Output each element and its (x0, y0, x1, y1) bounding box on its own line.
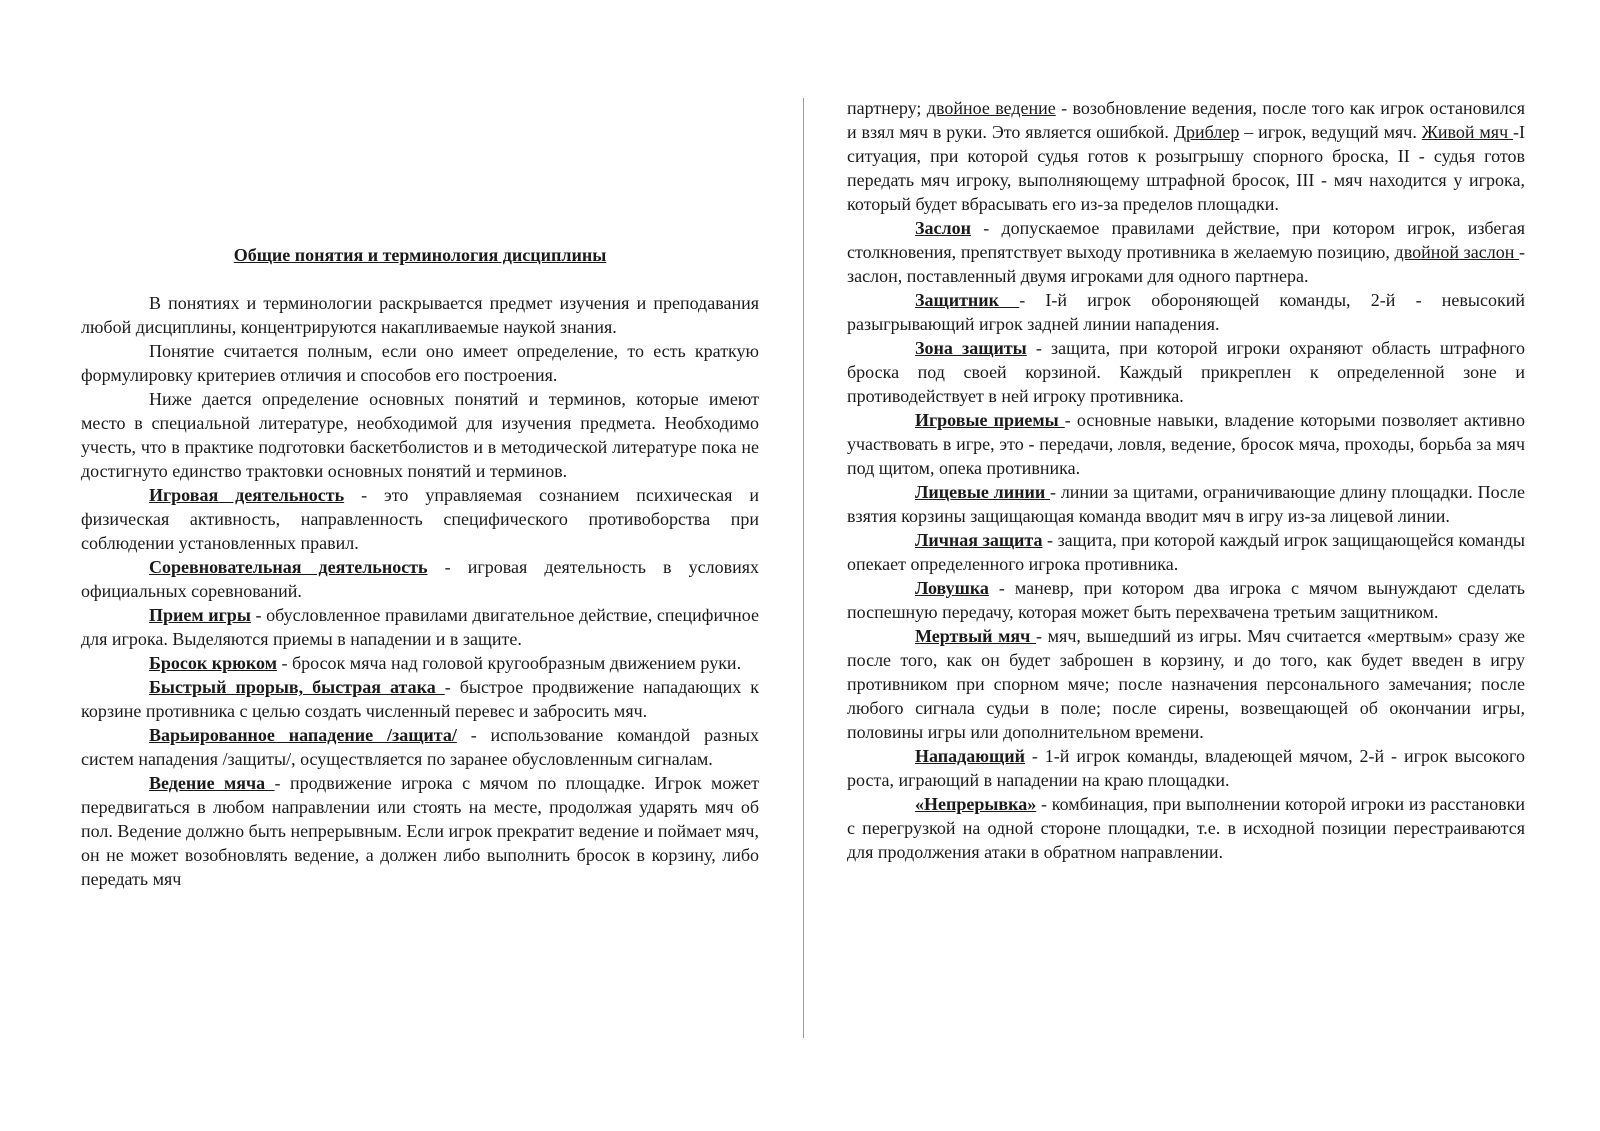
term-definition: - основные навыки, владение которыми позволяет активно участвовать в игре, это - передачи, ловля, ведение, бросок мяча, проходы, борьба за мяч под щитом, опека противника. (847, 410, 1525, 478)
term-entry (847, 336, 1525, 408)
term-heading: Зона защиты (915, 338, 1027, 358)
text-run: - возобновление ведения, после того как игрок остановился и взял мяч в руки. Это является ошибкой. (847, 98, 1525, 142)
term-definition: - защита, при которой каждый игрок защищающейся команды опекает определенного игрока противника. (847, 530, 1525, 574)
term-definition: - комбинация, при выполнении которой игроки из расстановки с перегрузкой на одной стороне площадки, т.е. в исходной позиции перестраиваются для продолжения атаки в обратном направлении. (847, 794, 1525, 862)
term-heading: Ведение мяча (149, 773, 275, 793)
term-heading: Живой мяч (1421, 122, 1514, 142)
term-heading: Личная защита (915, 530, 1043, 550)
term-definition: - I-й игрок обороняющей команды, 2-й - невысокий разыгрывающий игрок задней линии нападения. (847, 290, 1525, 334)
term-definition: - обусловленное правилами двигательное действие, специфичное для игрока. Выделяются приемы в нападении и в защите. (81, 605, 759, 649)
term-entry (81, 483, 759, 555)
term-heading: Заслон (915, 218, 971, 238)
term-entry (847, 480, 1525, 528)
term-definition: - мяч, вышедший из игры. Мяч считается «мертвым» сразу же после того, как он будет заброшен в корзину, и до того, как будет введен в игру противником при спорном мяче; после назначения персонального замечания; после любого сигнала судьи в поле; после сирены, возвещающей об окончании игры, половины игры или дополнительном времени. (847, 626, 1525, 742)
term-entry (81, 555, 759, 603)
left-text-block (81, 291, 759, 891)
term-entry (847, 792, 1525, 864)
continuation-paragraph (847, 96, 1525, 216)
term-heading: Нападающий (915, 746, 1025, 766)
term-heading: Мертвый мяч (915, 626, 1036, 646)
term-definition: - маневр, при котором два игрока с мячом вынуждают сделать поспешную передачу, которая может быть перехвачена третьим защитником. (847, 578, 1525, 622)
term-entry (847, 216, 1525, 288)
document-title: Общие понятия и терминология дисциплины (233, 245, 607, 265)
term-definition: - игровая деятельность в условиях официальных соревнований. (81, 557, 759, 601)
term-definition: - быстрое продвижение нападающих к корзине противника с целью создать численный перевес и забросить мяч. (81, 677, 759, 721)
text-run: партнеру; (847, 98, 927, 118)
text-run: – игрок, ведущий мяч. (1239, 122, 1422, 142)
term-entry (847, 528, 1525, 576)
term-entry (847, 744, 1525, 792)
text-run: -I ситуация, при которой судья готов к розыгрышу спорного броска, II - судья готов передать мяч игроку, выполняющему штрафной бросок, III - мяч находится у игрока, который будет вбрасывать его из-за пределов площадки. (847, 122, 1526, 214)
term-heading: Варьированное нападение /защита/ (149, 725, 457, 745)
term-entry (81, 723, 759, 771)
term-heading: двойной заслон (1394, 242, 1520, 262)
term-heading: Быстрый прорыв, быстрая атака (149, 677, 445, 697)
term-heading: Бросок крюком (149, 653, 277, 673)
term-entry (81, 771, 759, 891)
intro-paragraph: В понятиях и терминологии раскрывается предмет изучения и преподавания любой дисциплины, концентрируются накапливаемые наукой знания. (81, 293, 759, 337)
term-heading: Игровые приемы (915, 410, 1065, 430)
term-heading: Игровая деятельность (149, 485, 345, 505)
term-definition: - бросок мяча над головой кругообразным движением руки. (276, 653, 742, 673)
intro-paragraph: Ниже дается определение основных понятий и терминов, которые имеют место в специальной литературе, необходимой для изучения предмета. Необходимо учесть, что в практике подготовки баскетболистов и в методической литературе пока не достигнуто единство трактовки основных понятий и терминов. (81, 389, 759, 481)
term-definition: - 1-й игрок команды, владеющей мячом, 2-й - игрок высокого роста, играющий в нападении на краю площадки. (847, 746, 1525, 790)
term-heading: «Непрерывка» (915, 794, 1037, 814)
term-entry (847, 408, 1525, 480)
term-definition: - заслон, поставленный двумя игроками для одного партнера. (847, 242, 1526, 286)
term-entry (847, 576, 1525, 624)
term-heading: Ловушка (915, 578, 989, 598)
term-definition: - продвижение игрока с мячом по площадке. Игрок может передвигаться в любом направлении или стоять на месте, продолжая ударять мяч об пол. Ведение должно быть непрерывным. Если игрок прекратит ведение и поймает мяч, он не может возобновлять ведение, а должен либо выполнить бросок в корзину, либо передать мяч (81, 773, 760, 889)
term-heading: Прием игры (149, 605, 251, 625)
term-heading: Соревновательная деятельность (149, 557, 428, 577)
term-definition: - это управляемая сознанием психическая и физическая активность, направленность специфического противоборства при соблюдении установленных правил. (81, 485, 759, 553)
term-heading: двойное ведение (926, 98, 1056, 118)
term-definition: - линии за щитами, ограничивающие длину площадки. После взятия корзины защищающая команда вводит мяч в игру из-за лицевой линии. (847, 482, 1525, 526)
term-entry (847, 288, 1525, 336)
term-entry (81, 651, 759, 675)
term-heading: Дриблер (1173, 122, 1240, 142)
term-entry (847, 624, 1525, 744)
term-definition: - допускаемое правилами действие, при котором игрок, избегая столкновения, препятствует выходу противника в желаемую позицию, (847, 218, 1525, 262)
term-definition: - защита, при которой игроки охраняют область штрафного броска под своей корзиной. Каждый прикреплен к определенной зоне и противодействует в ней игроку противника. (847, 338, 1525, 406)
column-divider (803, 98, 804, 1038)
term-heading: Лицевые линии (915, 482, 1051, 502)
term-definition: - использование командой разных систем нападения /защиты/, осуществляется по заранее обусловленным сигналам. (81, 725, 759, 769)
intro-paragraph: Понятие считается полным, если оно имеет определение, то есть краткую формулировку критериев отличия и способов его построения. (81, 341, 759, 385)
term-heading: Защитник (915, 290, 1020, 310)
term-entry (81, 603, 759, 651)
right-text-block (847, 96, 1525, 864)
term-entry (81, 675, 759, 723)
